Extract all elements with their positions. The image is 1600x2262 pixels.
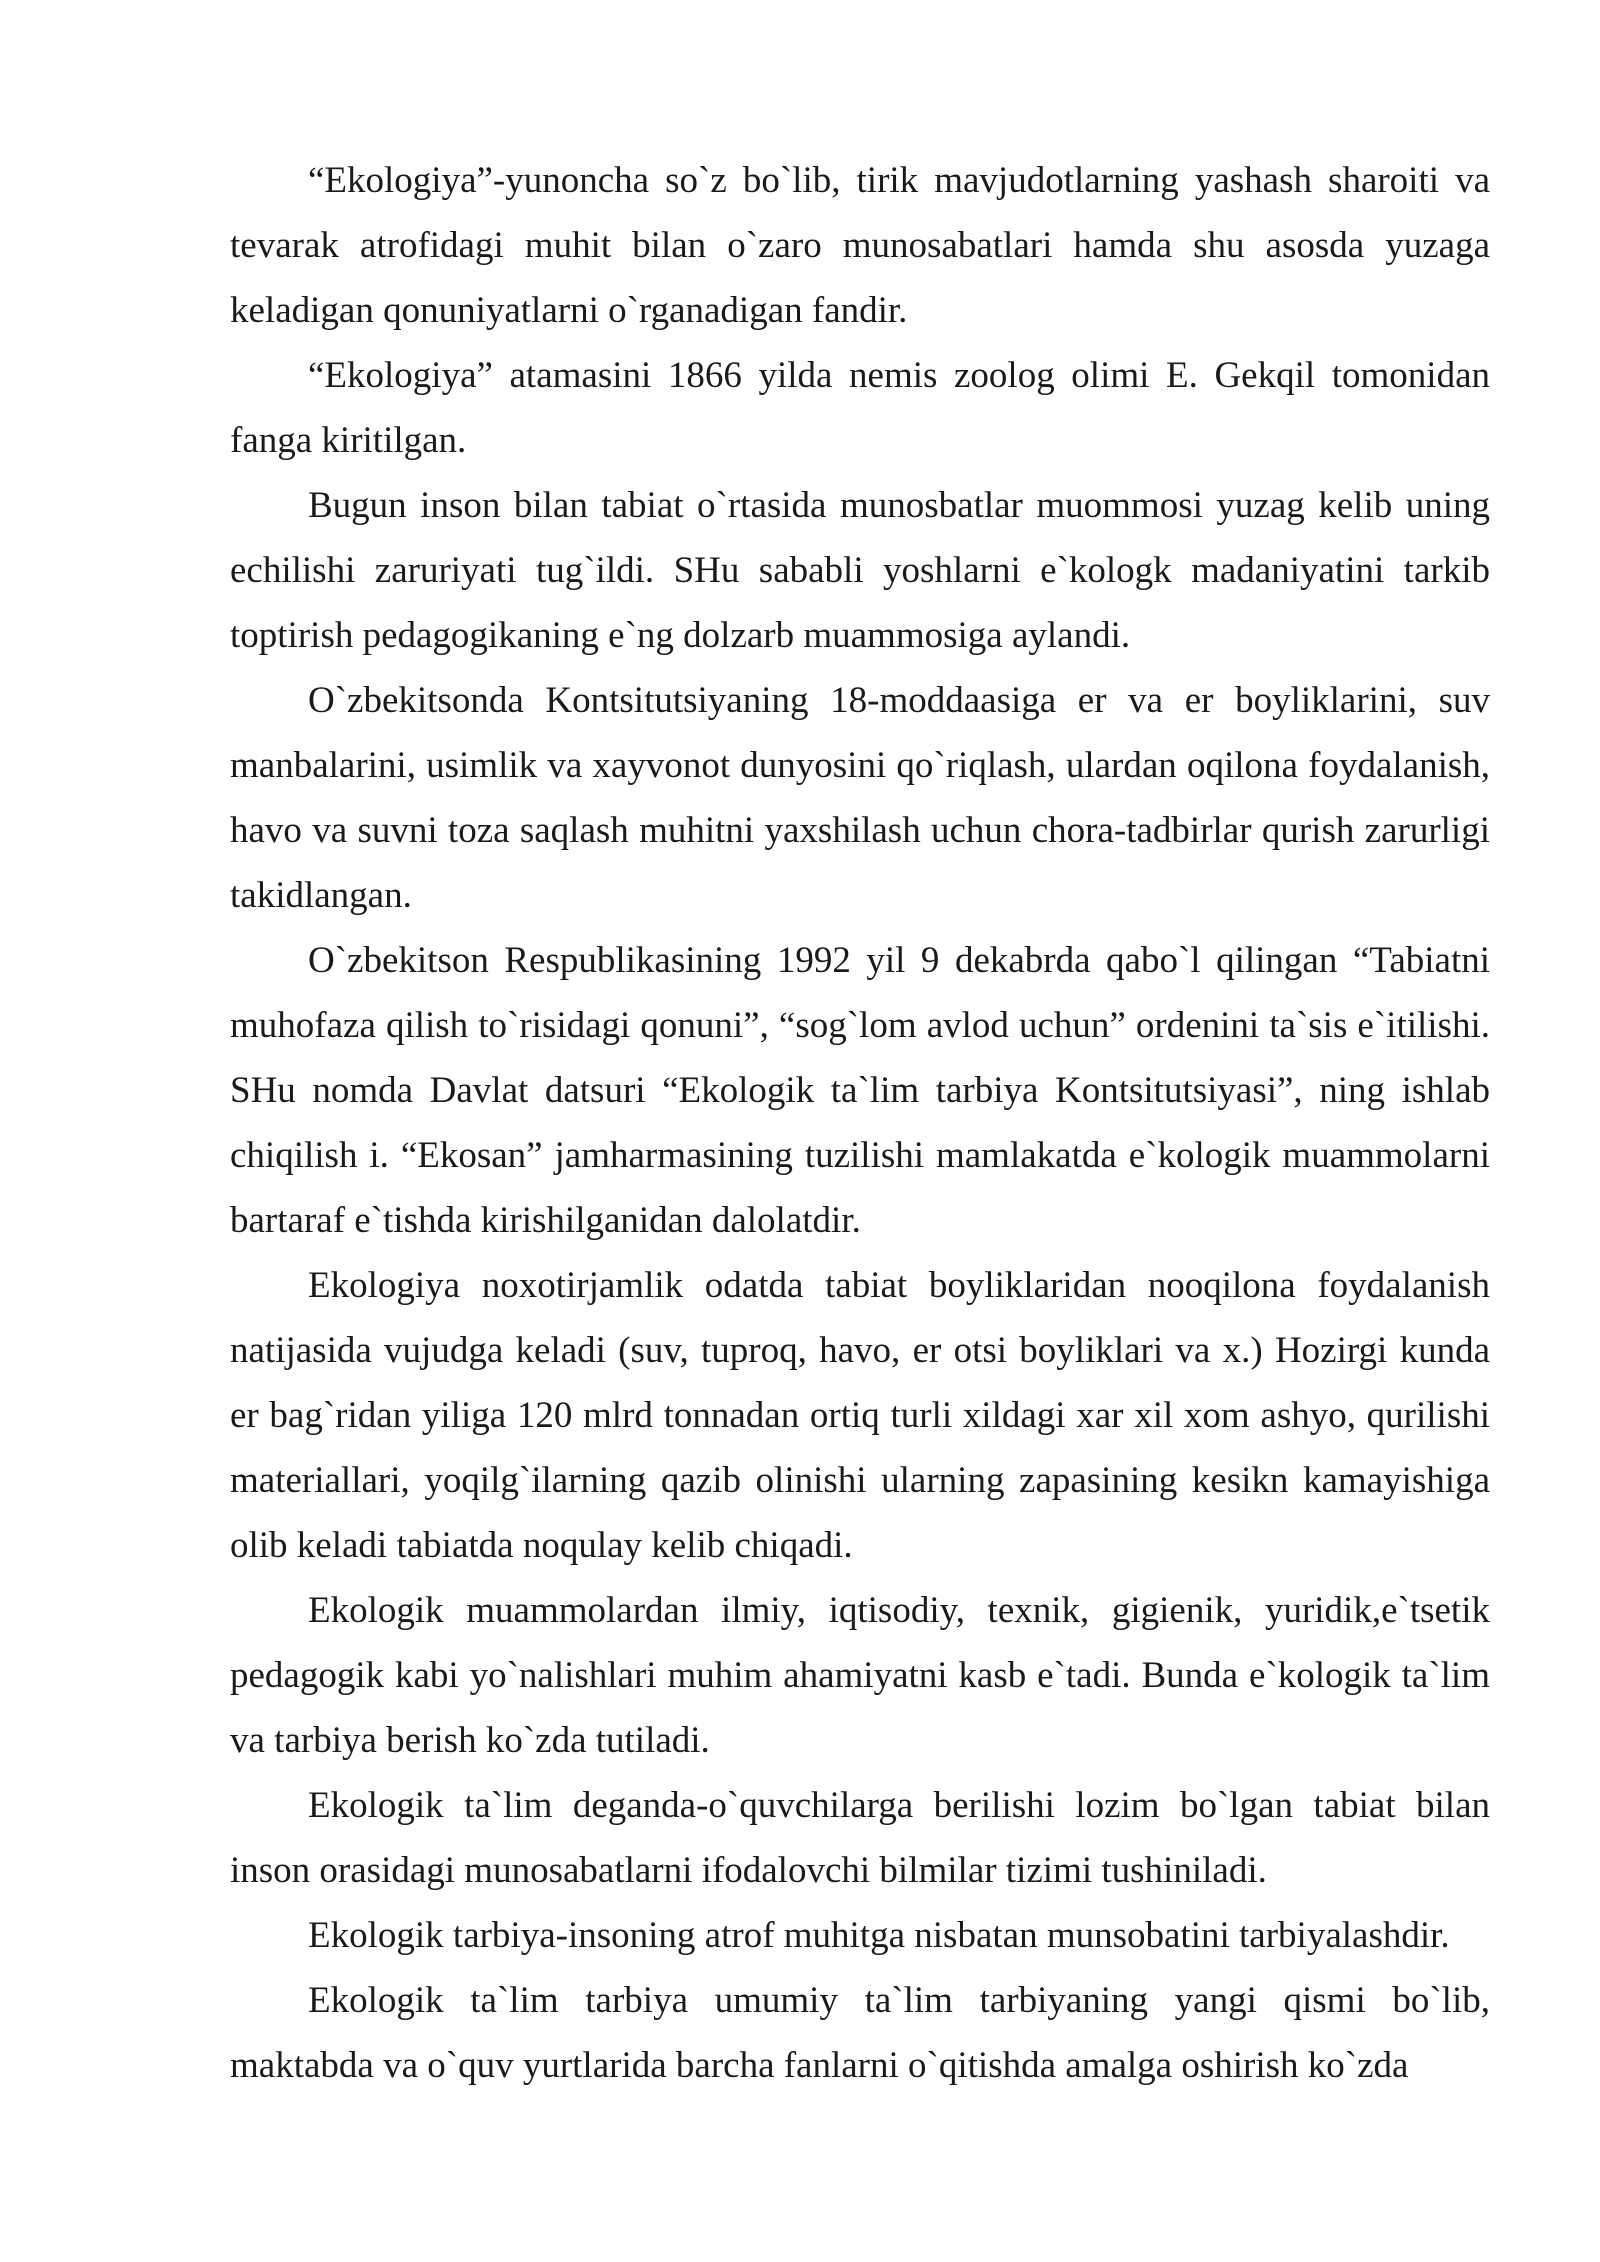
paragraph-2: “Ekologiya” atamasini 1866 yilda nemis zoolog olimi E. Gekqil tomonidan fanga kiritilgan. (230, 355, 1490, 461)
paragraph-7: Ekologik muammolardan ilmiy, iqtisodiy, texnik, gigienik, yuridik,e`tsetik pedagogik kabi yo`nalishlari muhim ahamiyatni kasb e`tadi. Bunda e`kologik ta`lim va tarbiya berish ko`zda tutiladi. (230, 1590, 1490, 1761)
paragraph-5: O`zbekitson Respublikasining 1992 yil 9 dekabrda qabo`l qilingan “Tabiatni muhofaza qilish to`risidagi qonuni”, “sog`lom avlod uchun” ordenini ta`sis e`itilishi. SHu nomda Davlat datsuri “Ekologik ta`lim tarbiya Kontsitutsiyasi”, ning ishlab chiqilish i. “Ekosan” jamharmasining tuzilishi mamlakatda e`kologik muammolarni bartaraf e`tishda kirishilganidan dalolatdir. (230, 940, 1490, 1241)
document-page (230, 148, 1490, 2098)
paragraph-9: Ekologik tarbiya-insoning atrof muhitga nisbatan munsobatini tarbiyalashdir. (308, 1915, 1450, 1956)
paragraph-8: Ekologik ta`lim deganda-o`quvchilarga berilishi lozim bo`lgan tabiat bilan inson orasidagi munosabatlarni ifodalovchi bilmilar tizimi tushiniladi. (230, 1785, 1490, 1891)
paragraph-3: Bugun inson bilan tabiat o`rtasida munosbatlar muommosi yuzag kelib uning echilishi zaruriyati tug`ildi. SHu sababli yoshlarni e`kologk madaniyatini tarkib toptirish pedagogikaning e`ng dolzarb muammosiga aylandi. (230, 485, 1490, 656)
paragraph-10: Ekologik ta`lim tarbiya umumiy ta`lim tarbiyaning yangi qismi bo`lib, maktabda va o`quv yurtlarida barcha fanlarni o`qitishda amalga oshirish ko`zda (230, 1980, 1490, 2086)
paragraph-6: Ekologiya noxotirjamlik odatda tabiat boyliklaridan nooqilona foydalanish natijasida vujudga keladi (suv, tuproq, havo, er otsi boyliklari va x.) Hozirgi kunda er bag`ridan yiliga 120 mlrd tonnadan ortiq turli xildagi xar xil xom ashyo, qurilishi materiallari, yoqilg`ilarning qazib olinishi ularning zapasining kesikn kamayishiga olib keladi tabiatda noqulay kelib chiqadi. (230, 1265, 1490, 1566)
paragraph-1: “Ekologiya”-yunoncha so`z bo`lib, tirik mavjudotlarning yashash sharoiti va tevarak atrofidagi muhit bilan o`zaro munosabatlari hamda shu asosda yuzaga keladigan qonuniyatlarni o`rganadigan fandir. (230, 160, 1490, 331)
paragraph-4: O`zbekitsonda Kontsitutsiyaning 18-moddaasiga er va er boyliklarini, suv manbalarini, usimlik va xayvonot dunyosini qo`riqlash, ulardan oqilona foydalanish, havo va suvni toza saqlash muhitni yaxshilash uchun chora-tadbirlar qurish zarurligi takidlangan. (230, 680, 1490, 916)
